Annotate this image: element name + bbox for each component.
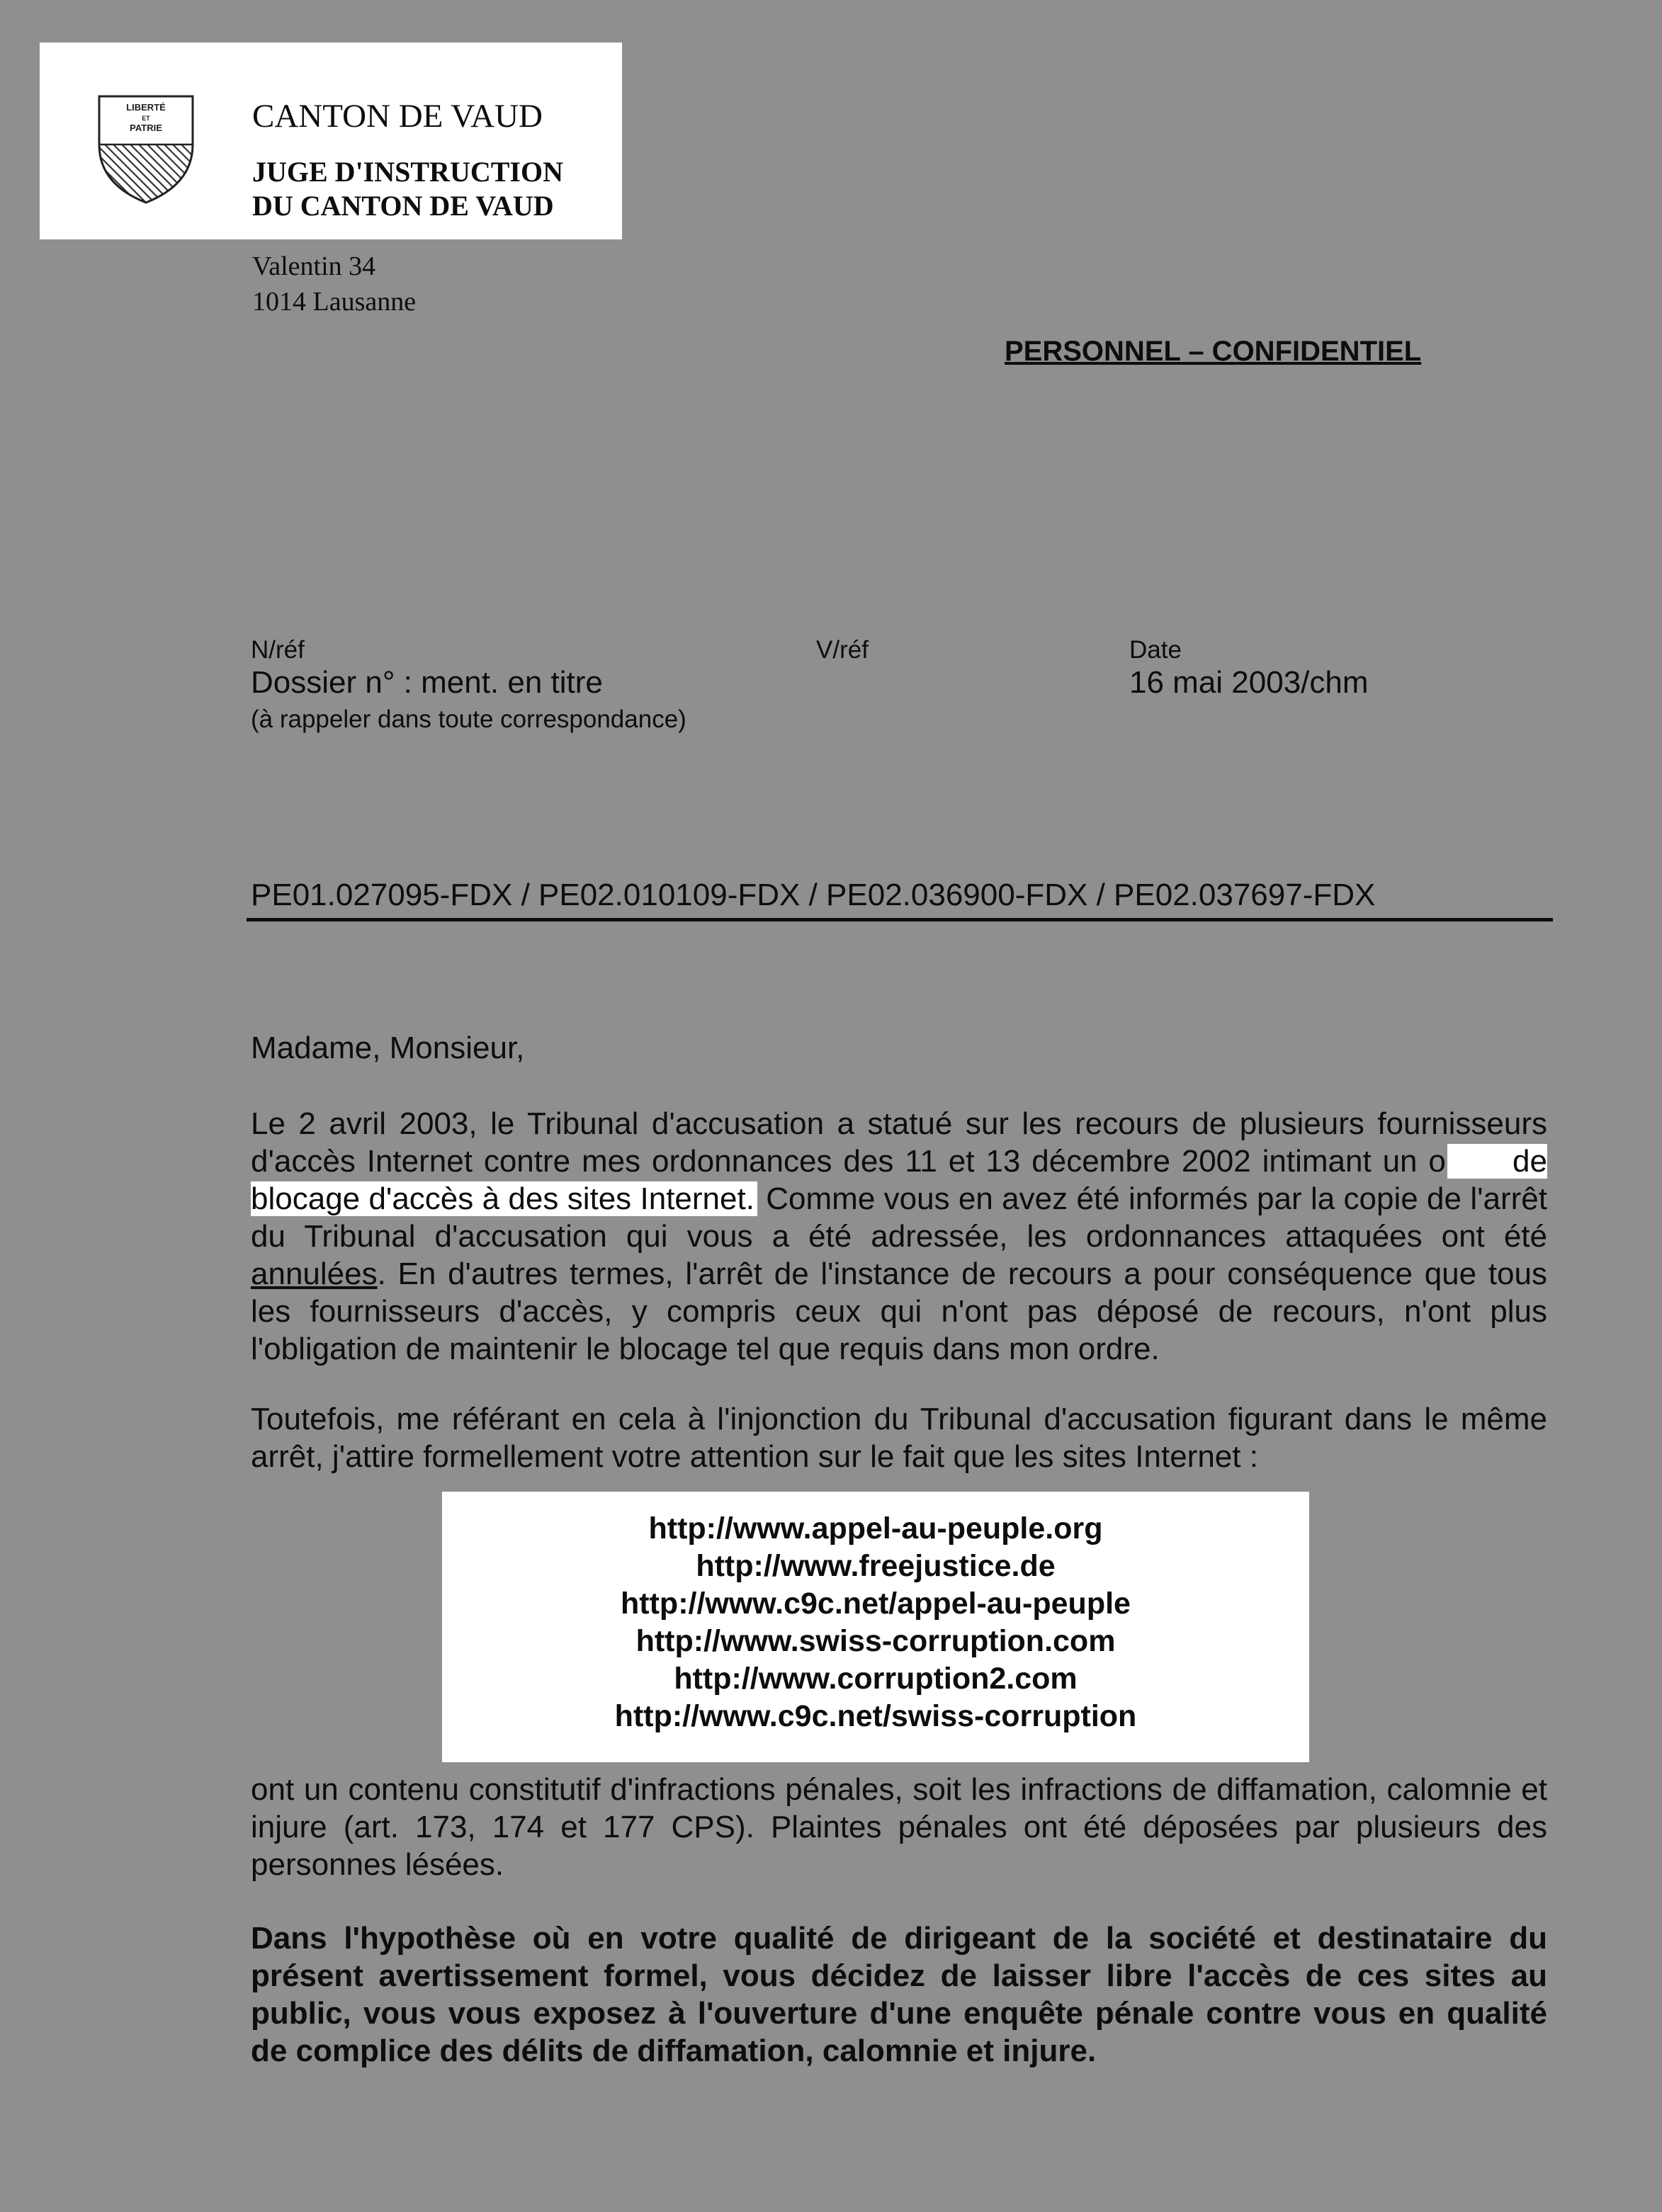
case-reference-line: PE01.027095-FDX / PE02.010109-FDX / PE02.036900-FDX / PE02.037697-FDX xyxy=(251,878,1376,912)
paragraph-decision-text-2: Comme vous en avez été informés par la copie de l'arrêt du Tribunal d'accusation qui vous a été adressée, les ordonnances attaquées ont été xyxy=(251,1181,1547,1254)
website-url: http://www.c9c.net/appel-au-peuple xyxy=(621,1587,1131,1621)
our-reference-label: N/réf xyxy=(251,636,305,664)
svg-text:PATRIE: PATRIE xyxy=(130,123,162,133)
svg-text:ET: ET xyxy=(142,115,150,122)
paragraph-injunction: Toutefois, me référant en cela à l'injonction du Tribunal d'accusation figurant dans le même arrêt, j'attire formellement votre attention sur le fait que les sites Internet : xyxy=(251,1402,1547,1474)
highlighted-text: de blocage d'accès à des sites Internet. xyxy=(251,1144,1547,1216)
website-url: http://www.appel-au-peuple.org xyxy=(648,1511,1103,1545)
office-title-line1: JUGE D'INSTRUCTION xyxy=(252,156,563,188)
paragraph-decision-text-3: . En d'autres termes, l'arrêt de l'instance de recours a pour conséquence que tous les fournisseurs d'accès, y compris ceux qui n'ont pas déposé de recours, n'ont plus l'obligation de maintenir le blocage tel que requis dans mon ordre. xyxy=(251,1257,1547,1366)
paragraph-decision xyxy=(251,1105,1547,1368)
dossier-number: Dossier n° : ment. en titre xyxy=(251,665,603,700)
reference-reminder-note: (à rappeler dans toute correspondance) xyxy=(251,705,686,733)
canton-title: CANTON DE VAUD xyxy=(252,98,543,135)
salutation: Madame, Monsieur, xyxy=(251,1031,525,1065)
your-reference-label: V/réf xyxy=(816,636,869,664)
reference-divider xyxy=(247,918,1553,921)
website-url: http://www.corruption2.com xyxy=(674,1662,1078,1696)
website-url: http://www.freejustice.de xyxy=(696,1549,1056,1583)
website-list-box xyxy=(442,1492,1309,1762)
address-city: 1014 Lausanne xyxy=(252,287,417,317)
confidential-label: PERSONNEL – CONFIDENTIEL xyxy=(1005,336,1422,367)
paragraph-warning: Dans l'hypothèse où en votre qualité de dirigeant de la société et destinataire du présent avertissement formel, vous décidez de laisser libre l'accès de ces sites au public, vous vous exposez à l'ouverture d'une enquête pénale contre vous en qualité de complice des délits de diffamation, calomnie et injure. xyxy=(251,1921,1547,2068)
website-url: http://www.swiss-corruption.com xyxy=(635,1624,1116,1658)
vaud-crest-icon xyxy=(96,93,196,205)
office-title-line2: DU CANTON DE VAUD xyxy=(252,190,554,222)
paragraph-offences: ont un contenu constitutif d'infractions pénales, soit les infractions de diffamation, calomnie et injure (art. 173, 174 et 177 CPS). Plaintes pénales ont été déposées par plusieurs des personnes lésées. xyxy=(251,1772,1547,1882)
paragraph-decision-text-1: Le 2 avril 2003, le Tribunal d'accusation a statué sur les recours de plusieurs fournisseurs d'accès Internet contre mes ordonnances des 11 et 13 décembre 2002 intimant un ordre xyxy=(251,1106,1547,1179)
underlined-word: annulées xyxy=(251,1257,378,1291)
date-label: Date xyxy=(1129,636,1182,664)
address-street: Valentin 34 xyxy=(252,251,376,281)
website-url: http://www.c9c.net/swiss-corruption xyxy=(614,1699,1137,1733)
date-value: 16 mai 2003/chm xyxy=(1129,665,1369,700)
website-list xyxy=(442,1492,1309,1735)
svg-text:LIBERTÉ: LIBERTÉ xyxy=(126,102,166,113)
